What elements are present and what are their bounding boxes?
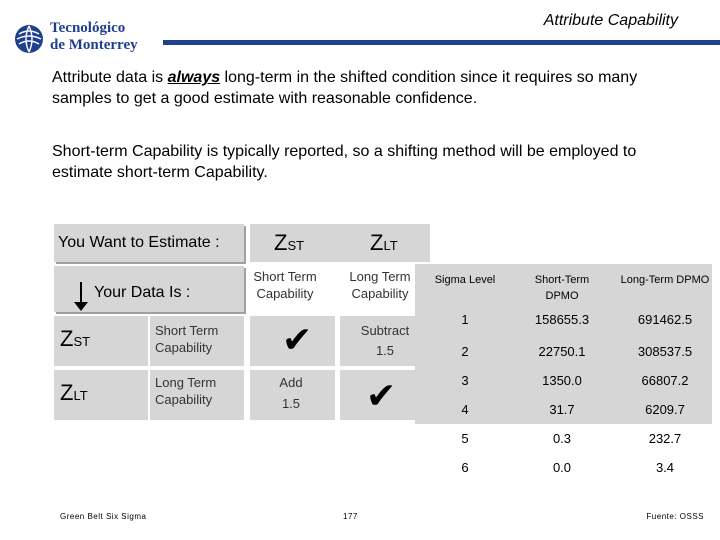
header-long-term-dpmo: Long-Term DPMO [620,274,710,286]
slide-title: Attribute Capability [543,12,678,29]
col-lt-capability-label: Long Term Capability [349,269,411,301]
logo-globe-icon [14,24,44,54]
row-2-short: 22750.1 [538,344,586,359]
subtract-label: Subtract [360,323,410,338]
p1-emphasis: always [167,69,221,86]
logo-wordmark [50,20,138,54]
target-zst: ZST [274,230,305,255]
title-underline-bar [163,40,720,45]
intro-paragraph-1 [52,67,692,109]
col-st-capability-label: Short Term Capability [253,269,317,301]
row-5-long: 232.7 [648,431,682,446]
footer-page-number: 177 [343,512,358,521]
row-2-long: 308537.5 [637,344,693,359]
intro-paragraph-2: Short-term Capability is typically reported, so a shifting method will be employed to estimate short-term Capability. [52,143,637,181]
add-label: Add [279,375,303,390]
logo-line-2: de Monterrey [50,37,138,53]
checkmark-icon: ✔ [366,375,397,416]
footer-course: Green Belt Six Sigma [60,512,147,521]
row-5-sigma: 5 [461,431,469,446]
want-label: You Want to Estimate : [58,234,220,251]
footer-source: Fuente: OSSS [646,512,704,521]
row-4-short: 31.7 [549,402,575,417]
row-1-sigma: 1 [461,312,469,327]
row-3-short: 1350.0 [542,373,582,388]
row-zlt-capability-label: Long Term Capability [155,375,217,407]
row-3-long: 66807.2 [641,373,689,388]
row-zlt: ZLT [60,380,88,405]
p1-start: Attribute data is [52,69,168,86]
down-arrow-icon [74,302,88,311]
add-value: 1.5 [281,396,301,411]
row-1-short: 158655.3 [534,312,590,327]
row-6-short: 0.0 [552,460,572,475]
row-3-sigma: 3 [461,373,469,388]
p1-end: long-term in the shifted condition since it requires so many samples to get a good estimate with reasonable confidence. [52,69,638,107]
target-zlt: ZLT [370,230,398,255]
checkmark-icon: ✔ [282,319,313,360]
row-4-sigma: 4 [461,402,469,417]
row-zst: ZST [60,326,91,351]
row-zst-capability-label: Short Term Capability [155,323,219,355]
row-6-long: 3.4 [655,460,675,475]
row-2-sigma: 2 [461,344,469,359]
data-label: Your Data Is : [94,284,191,301]
header-short-term-dpmo: Short-Term DPMO [534,274,590,302]
row-5-short: 0.3 [552,431,572,446]
row-6-sigma: 6 [461,460,469,475]
row-1-long: 691462.5 [637,312,693,327]
subtract-value: 1.5 [375,343,395,358]
logo-line-1: Tecnológico [50,20,126,36]
header-sigma-level: Sigma Level [434,274,496,286]
row-4-long: 6209.7 [645,402,685,417]
